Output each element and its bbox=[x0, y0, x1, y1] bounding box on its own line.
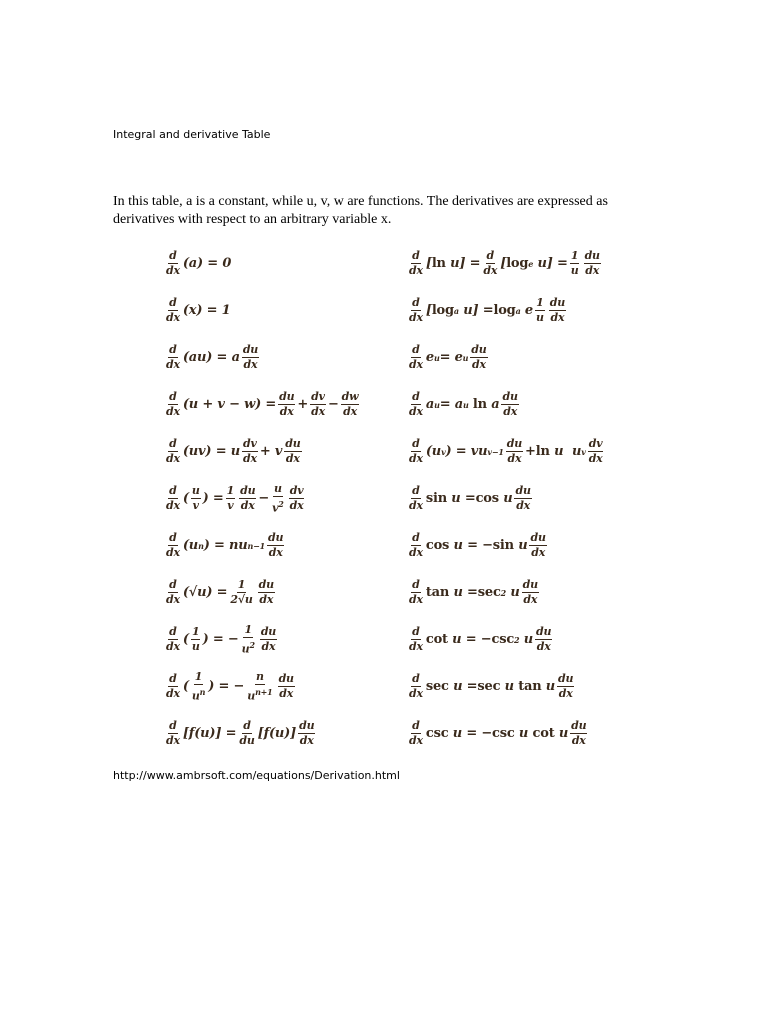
derivative-formulas-right bbox=[406, 240, 636, 757]
formula-derivative-exp: $\frac{d}{dx}$ e u = e u $\frac{du}{dx}$ bbox=[409, 343, 487, 371]
formula-derivative-cot: $\frac{d}{dx}$ cot u = − csc 2 u $\frac{du}{dx}$ bbox=[409, 625, 552, 653]
formula-derivative-sec: $\frac{d}{dx}$ sec u = sec u tan u $\frac{du}{dx}$ bbox=[409, 672, 574, 700]
intro-paragraph: In this table, a is a constant, while u, v, w are functions. The derivatives are expressed as derivatives with respect to an arbitrary variable x. bbox=[113, 194, 608, 227]
formula-derivative-constant: $\frac{d}{dx}$ (a) = 0 bbox=[166, 249, 232, 277]
formula-derivative-cos: $\frac{d}{dx}$ cos u = − sin u $\frac{du}{dx}$ bbox=[409, 531, 546, 559]
document-title: Integral and derivative Table bbox=[113, 128, 271, 141]
formula-derivative-sum: $\frac{d}{dx}$ (u + v − w) = $\frac{du}{dx}$ + $\frac{dv}{dx}$ − $\frac{dw}{dx}$ bbox=[166, 390, 359, 418]
formula-derivative-product: $\frac{d}{dx}$ (uv) = u $\frac{dv}{dx}$ + v $\frac{du}{dx}$ bbox=[166, 437, 301, 465]
formula-derivative-chain-rule: $\frac{d}{dx}$ [f(u)] = $\frac{d}{du}$ [f(u)] $\frac{du}{dx}$ bbox=[166, 719, 315, 747]
formula-derivative-log-a: $\frac{d}{dx}$ [ log a u] = log a e $\frac{1}{u}$ $\frac{du}{dx}$ bbox=[409, 296, 566, 324]
formula-derivative-x: $\frac{d}{dx}$ (x) = 1 bbox=[166, 296, 231, 324]
derivative-formulas-left bbox=[163, 240, 403, 757]
formula-derivative-reciprocal: $\frac{d}{dx}$ ( $\frac{1}{u}$ ) = − $\frac{1}{u^2}$ $\frac{du}{dx}$ bbox=[166, 622, 277, 656]
formula-derivative-reciprocal-power: $\frac{d}{dx}$ ( $\frac{1}{u^n}$ ) = − $\frac{n}{u^{n+1}}$ $\frac{du}{dx}$ bbox=[166, 669, 294, 703]
formula-derivative-au: $\frac{d}{dx}$ (au) = a $\frac{du}{dx}$ bbox=[166, 343, 259, 371]
formula-derivative-tan: $\frac{d}{dx}$ tan u = sec 2 u $\frac{du}{dx}$ bbox=[409, 578, 538, 606]
formula-derivative-sin: $\frac{d}{dx}$ sin u = cos u $\frac{du}{dx}$ bbox=[409, 484, 531, 512]
formula-derivative-u-power-v: $\frac{d}{dx}$ (u v ) = vu v−1 $\frac{du}{dx}$ + ln u u v $\frac{dv}{dx}$ bbox=[409, 437, 603, 465]
formula-derivative-ln: $\frac{d}{dx}$ [ ln u] = $\frac{d}{dx}$ [ log e u] = $\frac{1}{u}$ $\frac{du}{dx}$ bbox=[409, 249, 600, 277]
formula-derivative-sqrt: $\frac{d}{dx}$ (√u) = $\frac{1}{2√u}$ $\frac{du}{dx}$ bbox=[166, 578, 274, 606]
formula-derivative-power: $\frac{d}{dx}$ (u n ) = nu n−1 $\frac{du}{dx}$ bbox=[166, 531, 284, 559]
source-link[interactable]: http://www.ambrsoft.com/equations/Derivation.html bbox=[113, 769, 400, 782]
formula-derivative-csc: $\frac{d}{dx}$ csc u = − csc u cot u $\frac{du}{dx}$ bbox=[409, 719, 587, 747]
formula-derivative-quotient: $\frac{d}{dx}$ ( $\frac{u}{v}$ ) = $\frac{1}{v}$ $\frac{du}{dx}$ − $\frac{u}{v^2}$ $\frac{dv}{dx}$ bbox=[166, 481, 304, 515]
formula-derivative-a-power-u: $\frac{d}{dx}$ a u = a u ln a $\frac{du}{dx}$ bbox=[409, 390, 518, 418]
